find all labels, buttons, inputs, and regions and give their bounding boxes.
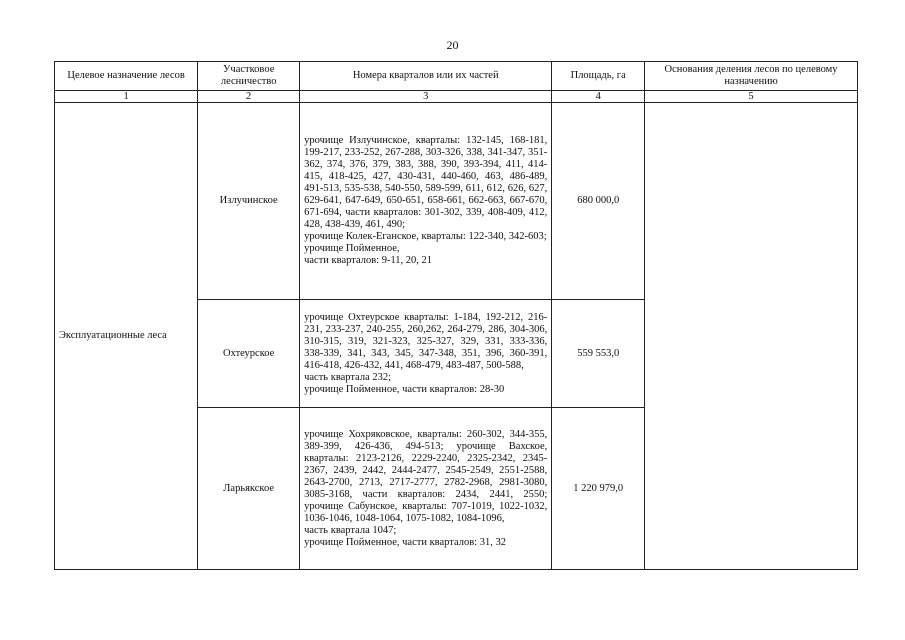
forestry-cell: Ларьякское: [198, 408, 300, 570]
blocks-cell: [300, 408, 552, 570]
blocks-text: урочище Излучинское, кварталы: 132-145, 168-181, 199-217, 233-252, 267-288, 303-326, 338, 341-347, 351-362, 374, 376, 379, 383, 388, 390, 393-394, 411, 414-415, 418-425, 427, 430-431, 440-460, 463, 486-489, 491-513, 535-538, 540-550, 589-599, 611, 612, 626, 627, 629-641, 647-649, 650-651, 658-661, 662-663, 667-670, 671-694, части кварталов: 301-302, 339, 408-409, 412, 428, 438-439, 461, 490;: [304, 135, 548, 230]
purpose-cell: Эксплуатационные леса: [55, 103, 198, 570]
blocks-text: часть квартала 232;: [304, 371, 392, 383]
blocks-text: урочище Пойменное, части кварталов: 28-30: [304, 383, 505, 395]
forestry-cell: Излучинское: [198, 103, 300, 300]
header-area: Площадь, га: [552, 62, 645, 91]
header-basis: Основания деления лесов по целевому назначению: [645, 62, 858, 91]
page-number: 20: [446, 38, 459, 52]
table-row: [55, 103, 858, 300]
blocks-cell: [300, 300, 552, 408]
blocks-text: урочище Хохряковское, кварталы: 260-302, 344-355, 389-399, 426-436, 494-513; урочище Вахское, кварталы: 2123-2126, 2229-2240, 2325-2342, 2345-2367, 2439, 2442, 2444-2477, 2545-2549, 2551-2588, 2643-2700, 2713, 2717-2777, 2782-2968, 2981-3080, 3085-3168, части кварталов: 2434, 2441, 2550; урочище Сабунское, кварталы: 707-1019, 1022-1032, 1036-1046, 1048-1064, 1075-1082, 1084-1096,: [304, 428, 548, 524]
column-number: 3: [300, 91, 552, 103]
blocks-text: урочище Охтеурское кварталы: 1-184, 192-212, 216-231, 233-237, 240-255, 260,262, 264-279, 286, 304-306, 310-315, 319, 321-323, 325-327, 329, 331, 333-336, 338-339, 341, 343, 345, 347-348, 351, 396, 360-391, 416-418, 426-432, 441, 468-479, 483-487, 500-588,: [304, 311, 548, 371]
header-forestry: Участковое лесничество: [198, 62, 300, 91]
blocks-text: части кварталов: 9-11, 20, 21: [304, 255, 433, 266]
area-cell: 680 000,0: [552, 103, 645, 300]
forest-purpose-table: [54, 61, 858, 570]
basis-cell: [645, 103, 858, 570]
column-number: 1: [55, 91, 198, 103]
column-number: 4: [552, 91, 645, 103]
header-blocks: Номера кварталов или их частей: [300, 62, 552, 91]
blocks-text: урочище Пойменное,: [304, 243, 400, 254]
column-number: 2: [198, 91, 300, 103]
column-number-row: [55, 91, 858, 103]
blocks-text: урочище Колек-Еганское, кварталы: 122-340, 342-603;: [304, 231, 547, 242]
forestry-cell: Охтеурское: [198, 300, 300, 408]
column-number: 5: [645, 91, 858, 103]
blocks-cell: [300, 103, 552, 300]
area-cell: 559 553,0: [552, 300, 645, 408]
area-cell: 1 220 979,0: [552, 408, 645, 570]
header-row: [55, 62, 858, 91]
header-purpose: Целевое назначение лесов: [55, 62, 198, 91]
blocks-text: часть квартала 1047;: [304, 524, 397, 536]
blocks-text: урочище Пойменное, части кварталов: 31, 32: [304, 536, 506, 548]
